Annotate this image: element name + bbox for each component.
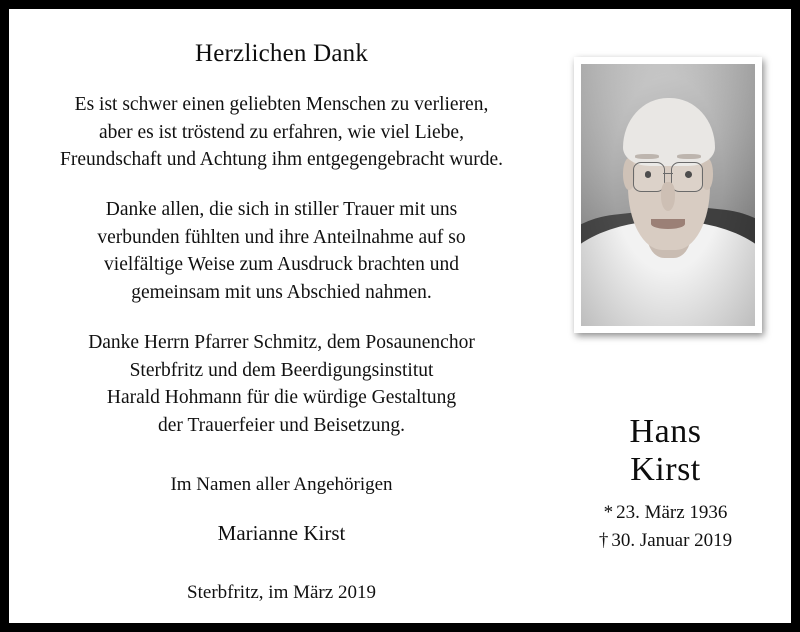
paragraph-2	[27, 196, 536, 307]
place-and-date: Sterbfritz, im März 2019	[187, 582, 376, 604]
paragraph-1-line-1: Es ist schwer einen geliebten Menschen zu verlieren,	[74, 94, 489, 115]
right-column	[554, 9, 791, 623]
cross-symbol-icon: †	[598, 529, 609, 551]
paragraph-1-line-2: aber es ist tröstend zu erfahren, wie viel Liebe,	[99, 121, 464, 143]
card-inner	[9, 9, 791, 623]
paragraph-2-line-2: verbunden fühlten und ihre Anteilnahme auf so	[97, 226, 466, 248]
portrait-frame	[574, 57, 762, 333]
photo-vignette	[581, 64, 755, 326]
paragraph-2-line-1: Danke allen, die sich in stiller Trauer mit uns	[105, 199, 458, 221]
paragraph-1	[27, 91, 536, 174]
paragraph-2-line-3: vielfältige Weise zum Ausdruck brachten und	[104, 254, 459, 276]
portrait-photo	[581, 64, 755, 326]
deceased-last-name: Kirst	[630, 450, 701, 488]
signer-name: Marianne Kirst	[217, 521, 346, 546]
paragraph-2-line-4: gemeinsam mit uns Abschied nahmen.	[131, 282, 432, 304]
deceased-first-name: Hans	[629, 413, 702, 450]
paragraph-3-line-3: Harald Hohmann für die würdige Gestaltung	[106, 387, 457, 409]
deceased-name-block	[554, 414, 777, 555]
death-date-line	[554, 527, 777, 555]
paragraph-3-line-4: der Trauerfeier und Beisetzung.	[158, 414, 405, 436]
birth-date: 23. März 1936	[616, 501, 728, 523]
birth-symbol-icon: *	[603, 501, 614, 523]
paragraph-3-line-1: Danke Herrn Pfarrer Schmitz, dem Posaunenchor	[88, 331, 475, 353]
paragraph-1-line-3: Freundschaft und Achtung ihm entgegengebracht wurde.	[60, 149, 503, 171]
birth-date-line	[554, 499, 777, 527]
death-date: 30. Januar 2019	[611, 529, 733, 551]
on-behalf-line: Im Namen aller Angehörigen	[170, 473, 393, 495]
page-title: Herzlichen Dank	[194, 40, 369, 67]
paragraph-3-line-2: Sterbfritz und dem Beerdigungsinstitut	[129, 359, 434, 381]
paragraph-3	[27, 329, 536, 440]
text-column	[9, 9, 554, 623]
